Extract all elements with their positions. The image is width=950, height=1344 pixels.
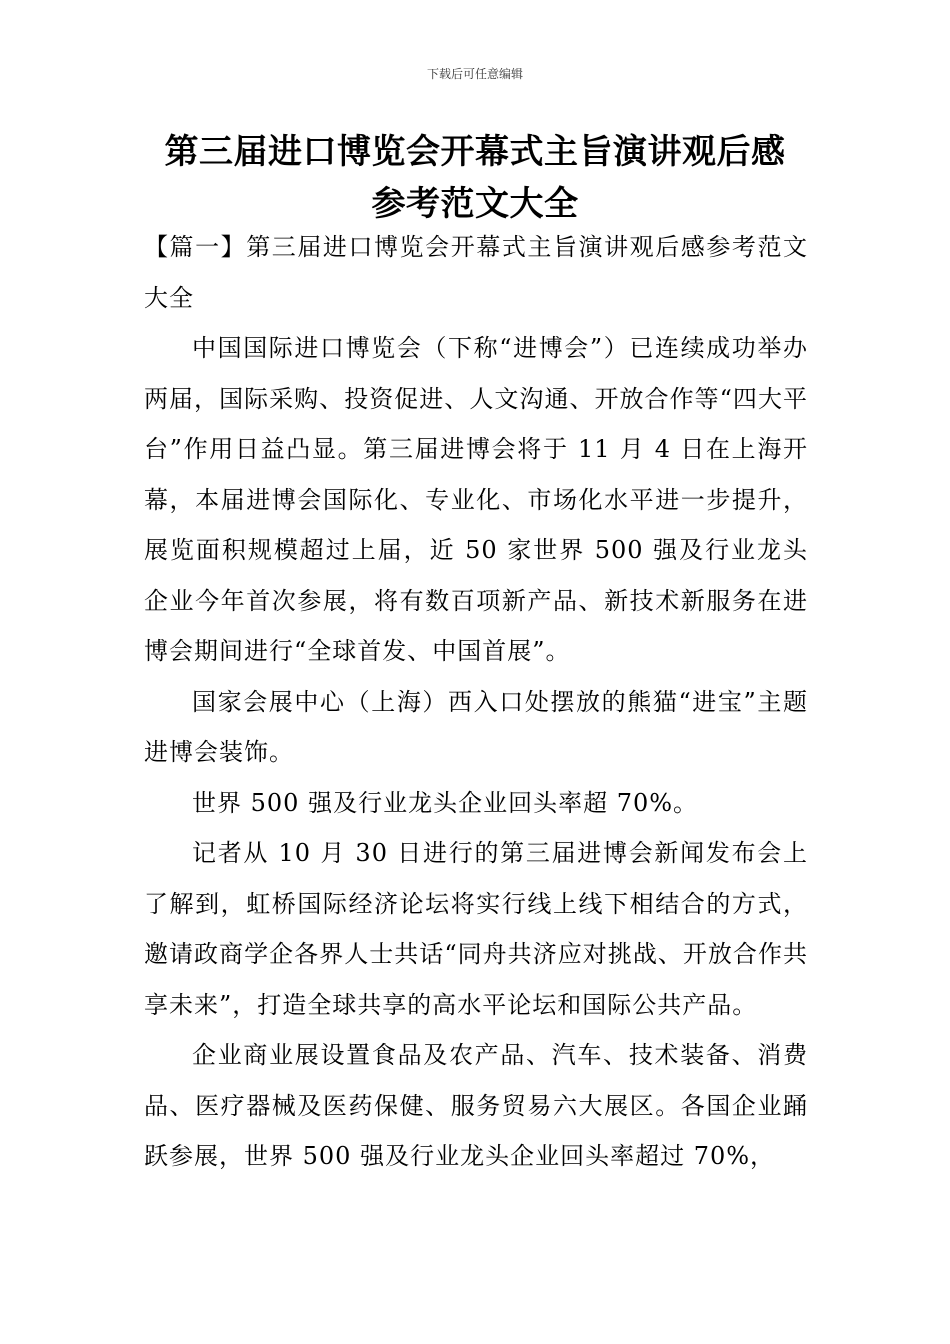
paragraph-intro: 中国国际进口博览会（下称“进博会”）已连续成功举办两届，国际采购、投资促进、人文沟通、开放合作等“四大平台”作用日益凸显。第三届进博会将于 11 月 4 日在上海开幕，本届进博会国际化、专业化、市场化水平进一步提升，展览面积规模超过上届，近 50 家世界 500 强及行业龙头企业今年首次参展，将有数百项新产品、新技术新服务在进博会期间进行“全球首发、中国首展”。 xyxy=(144,334,808,665)
document-title xyxy=(120,126,830,230)
title-line-2: 参考范文大全 xyxy=(371,184,579,224)
paragraph-return-rate: 世界 500 强及行业龙头企业回头率超 70%。 xyxy=(192,788,699,817)
paragraph-exhibition-areas: 企业商业展设置食品及农产品、汽车、技术装备、消费品、医疗器械及医药保健、服务贸易六大展区。各国企业踊跃参展，世界 500 强及行业龙头企业回头率超过 70%， xyxy=(144,1041,808,1170)
paragraph-panda-decoration: 国家会展中心（上海）西入口处摆放的熊猫“进宝”主题进博会装饰。 xyxy=(144,687,808,766)
header-note: 下载后可任意编辑 xyxy=(426,67,523,81)
section-heading: 【篇一】第三届进口博览会开幕式主旨演讲观后感参考范文大全 xyxy=(144,233,808,312)
paragraph-forum: 记者从 10 月 30 日进行的第三届进博会新闻发布会上了解到，虹桥国际经济论坛将实行线上线下相结合的方式，邀请政商学企各界人士共话“同舟共济应对挑战、开放合作共享未来”，打造全球共享的高水平论坛和国际公共产品。 xyxy=(144,839,808,1019)
title-line-1: 第三届进口博览会开幕式主旨演讲观后感 xyxy=(164,132,786,172)
document-body xyxy=(144,222,808,1182)
